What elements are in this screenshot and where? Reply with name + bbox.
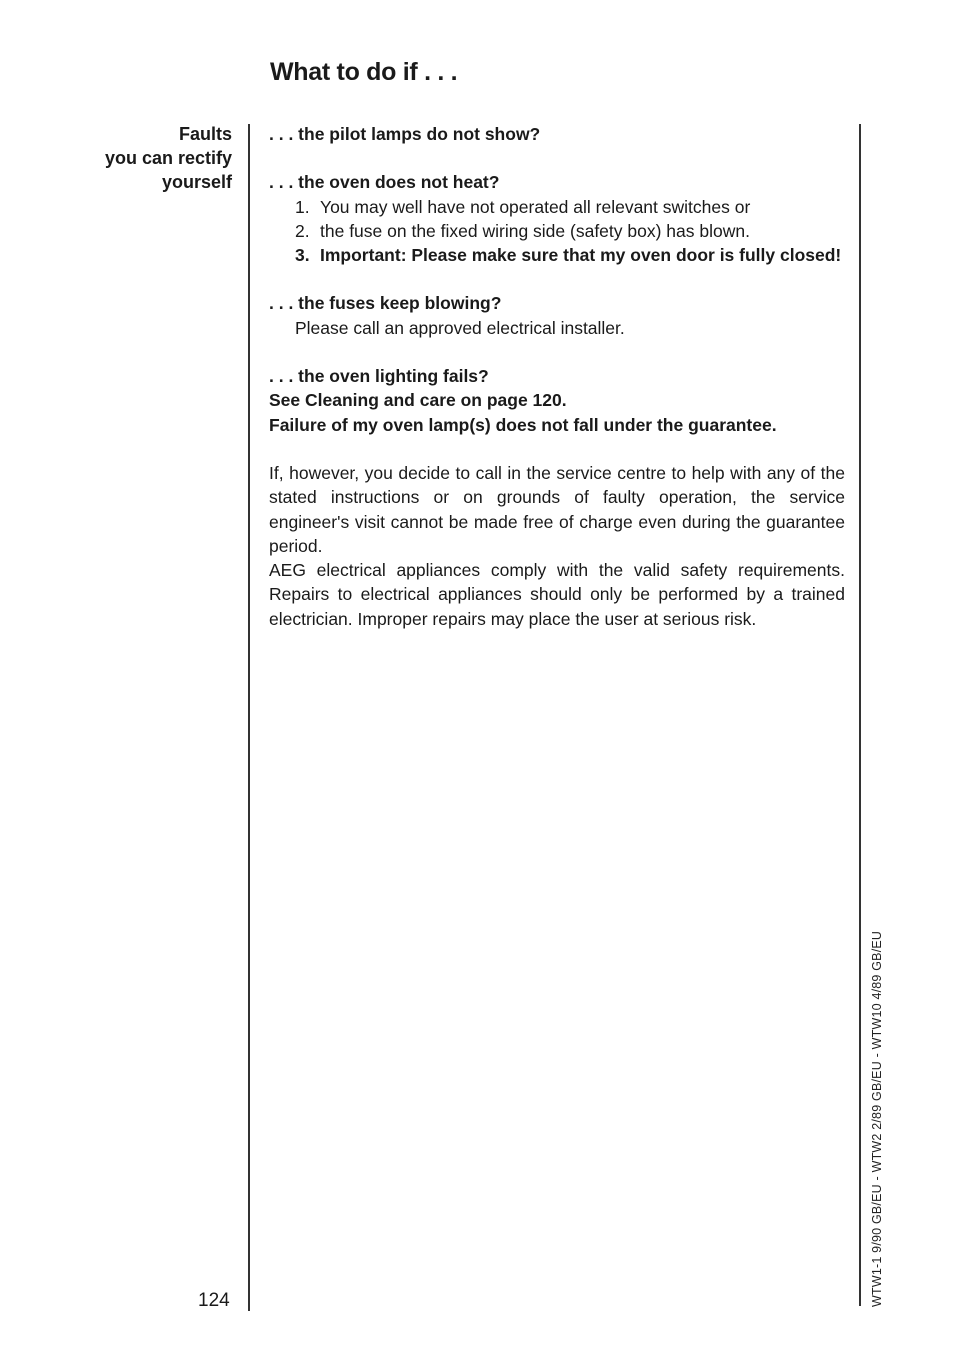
margin-heading bbox=[32, 122, 232, 194]
section-pilot-lamps bbox=[269, 122, 845, 146]
question-fuses: . . . the fuses keep blowing? bbox=[269, 293, 502, 314]
service-note bbox=[269, 461, 845, 631]
service-note-paragraph-2: AEG electrical appliances comply with the valid safety requirements. Repairs to electrical appliances should only be performed by a trained electrician. Improper repairs may place the user at serious risk. bbox=[269, 560, 845, 629]
list-item-text: Important: Please make sure that my oven door is fully closed! bbox=[320, 245, 842, 266]
list-item-number: 3. bbox=[295, 245, 310, 266]
list-item bbox=[269, 243, 845, 267]
document-code: WTW1-1 9/90 GB/EU - WTW2 2/89 GB/EU - WTW10 4/89 GB/EU bbox=[870, 930, 884, 1307]
section-lighting bbox=[269, 364, 845, 437]
answer-fuses: Please call an approved electrical installer. bbox=[295, 317, 625, 338]
left-vertical-rule bbox=[248, 124, 250, 1311]
section-fuses bbox=[269, 291, 845, 340]
lighting-reference: See Cleaning and care on page 120. bbox=[269, 390, 567, 411]
list-item bbox=[269, 195, 845, 219]
margin-heading-line-3: yourself bbox=[161, 172, 232, 192]
oven-heat-list bbox=[269, 195, 845, 268]
main-content bbox=[269, 122, 845, 631]
list-item bbox=[269, 219, 845, 243]
list-item-text: the fuse on the fixed wiring side (safety box) has blown. bbox=[320, 220, 750, 241]
question-lighting: . . . the oven lighting fails? bbox=[269, 366, 489, 387]
list-item-text: You may well have not operated all relevant switches or bbox=[320, 196, 751, 217]
list-item-number: 2. bbox=[295, 220, 310, 241]
lighting-guarantee-note: Failure of my oven lamp(s) does not fall under the guarantee. bbox=[269, 414, 777, 435]
page-title: What to do if . . . bbox=[270, 58, 458, 86]
question-oven-heat: . . . the oven does not heat? bbox=[269, 172, 500, 193]
right-vertical-rule bbox=[859, 124, 861, 1306]
service-note-paragraph-1: If, however, you decide to call in the service centre to help with any of the stated instructions or on grounds of faulty operation, the service engineer's visit cannot be made free of charge even during the guarantee period. bbox=[269, 462, 845, 556]
list-item-number: 1. bbox=[295, 196, 310, 217]
section-oven-heat bbox=[269, 170, 845, 267]
margin-heading-line-2: you can rectify bbox=[104, 148, 232, 168]
question-pilot-lamps: . . . the pilot lamps do not show? bbox=[269, 124, 541, 144]
margin-heading-line-1: Faults bbox=[178, 124, 232, 144]
page-number: 124 bbox=[198, 1290, 230, 1311]
